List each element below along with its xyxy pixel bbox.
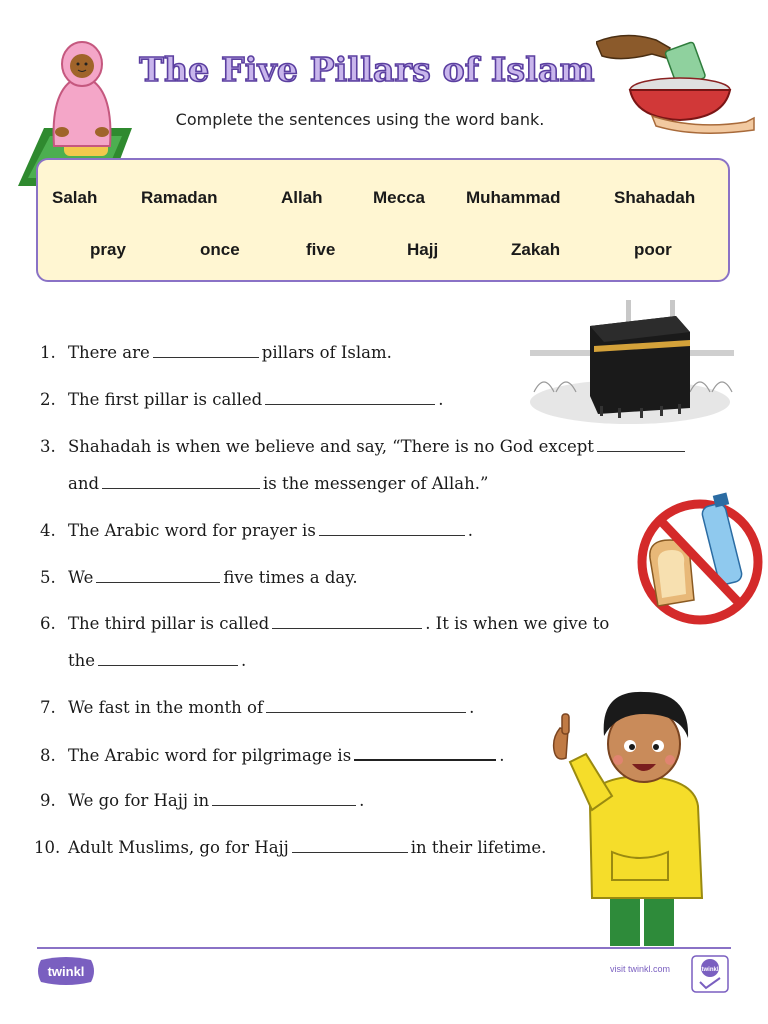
question-1 xyxy=(40,343,392,362)
question-text-after: five times a day. xyxy=(223,568,358,587)
question-number: 5. xyxy=(40,568,56,587)
answer-blank[interactable] xyxy=(96,568,220,583)
question-text-after: in their lifetime. xyxy=(410,838,547,857)
footer-link[interactable]: visit twinkl.com xyxy=(610,964,671,974)
question-text-after: is the messenger of Allah.” xyxy=(263,474,489,493)
word-bank-item: Zakah xyxy=(511,240,561,259)
question-2 xyxy=(40,390,443,409)
answer-blank[interactable] xyxy=(319,521,465,536)
word-bank-item: Muhammad xyxy=(466,188,561,207)
word-bank-item: Mecca xyxy=(373,188,425,207)
question-8 xyxy=(40,745,504,765)
question-3 xyxy=(40,437,688,456)
question-9 xyxy=(40,791,364,810)
quality-badge-icon xyxy=(690,954,730,994)
pointing-boy-illustration xyxy=(552,684,728,946)
question-10 xyxy=(34,838,546,857)
question-text-before: We go for Hajj in xyxy=(68,791,210,810)
question-text-before: We fast in the month of xyxy=(68,698,264,717)
question-text-before: The Arabic word for pilgrimage is xyxy=(68,746,352,765)
page-title: The Five Pillars of Islam xyxy=(139,50,595,89)
question-text-after: . xyxy=(241,651,247,670)
answer-blank[interactable] xyxy=(292,838,408,853)
question-text-before: The third pillar is called xyxy=(68,614,270,633)
question-text-before: the xyxy=(68,651,96,670)
page-subtitle: Complete the sentences using the word bank. xyxy=(175,110,545,129)
question-number: 1. xyxy=(40,343,56,362)
answer-blank[interactable] xyxy=(265,390,435,405)
question-number: 6. xyxy=(40,614,56,633)
question-text-after: pillars of Islam. xyxy=(261,343,392,362)
word-bank-item: Salah xyxy=(52,188,98,207)
answer-blank[interactable] xyxy=(153,343,259,358)
question-text-before: There are xyxy=(68,343,150,362)
charity-bowl-illustration xyxy=(596,26,756,136)
question-text-before: and xyxy=(68,474,100,493)
word-bank-item: pray xyxy=(90,240,126,259)
answer-blank[interactable] xyxy=(597,437,685,452)
question-text-after: . xyxy=(467,521,474,540)
question-text-after: . xyxy=(469,698,475,717)
question-3-continued xyxy=(40,474,488,493)
question-text-before: Adult Muslims, go for Hajj xyxy=(68,838,289,857)
question-text-before: The Arabic word for prayer is xyxy=(68,521,316,540)
question-text-before: Shahadah is when we believe and say, “There is no God except xyxy=(68,437,594,456)
question-number: 4. xyxy=(40,521,56,540)
word-bank-item: five xyxy=(306,240,336,259)
question-number: 9. xyxy=(40,791,56,810)
question-4 xyxy=(40,521,473,540)
question-number: 7. xyxy=(40,698,56,717)
word-bank-item: Shahadah xyxy=(614,188,696,207)
word-bank xyxy=(36,158,730,282)
question-5 xyxy=(40,568,358,587)
question-text-after: . It is when we give to xyxy=(425,614,610,633)
no-food-drink-icon xyxy=(628,484,768,634)
answer-blank[interactable] xyxy=(102,474,260,489)
answer-blank[interactable] xyxy=(212,791,356,806)
question-number: 2. xyxy=(40,390,56,409)
answer-blank[interactable] xyxy=(266,698,466,713)
twinkl-logo[interactable] xyxy=(35,956,97,986)
footer-divider xyxy=(37,947,731,949)
question-6 xyxy=(40,614,609,633)
badge-text: twinkl xyxy=(701,967,719,973)
answer-blank[interactable] xyxy=(98,651,238,666)
answer-blank[interactable] xyxy=(272,614,422,629)
word-bank-item: poor xyxy=(634,240,672,259)
question-text-before: The first pillar is called xyxy=(68,390,263,409)
question-number: 8. xyxy=(40,746,56,765)
question-number: 3. xyxy=(40,437,56,456)
question-text-after: . xyxy=(499,746,505,765)
word-bank-item: once xyxy=(200,240,240,259)
question-text-after: . xyxy=(438,390,444,409)
twinkl-logo-text: twinkl xyxy=(47,964,85,979)
question-7 xyxy=(40,698,474,717)
kaaba-illustration xyxy=(530,292,734,426)
question-text-before: We xyxy=(68,568,94,587)
word-bank-item: Hajj xyxy=(407,240,439,259)
answer-blank[interactable] xyxy=(354,745,496,761)
word-bank-item: Allah xyxy=(281,188,323,207)
question-text-after: . xyxy=(359,791,365,810)
question-number: 10. xyxy=(34,838,61,857)
word-bank-item: Ramadan xyxy=(141,188,218,207)
question-6-continued xyxy=(40,651,246,670)
